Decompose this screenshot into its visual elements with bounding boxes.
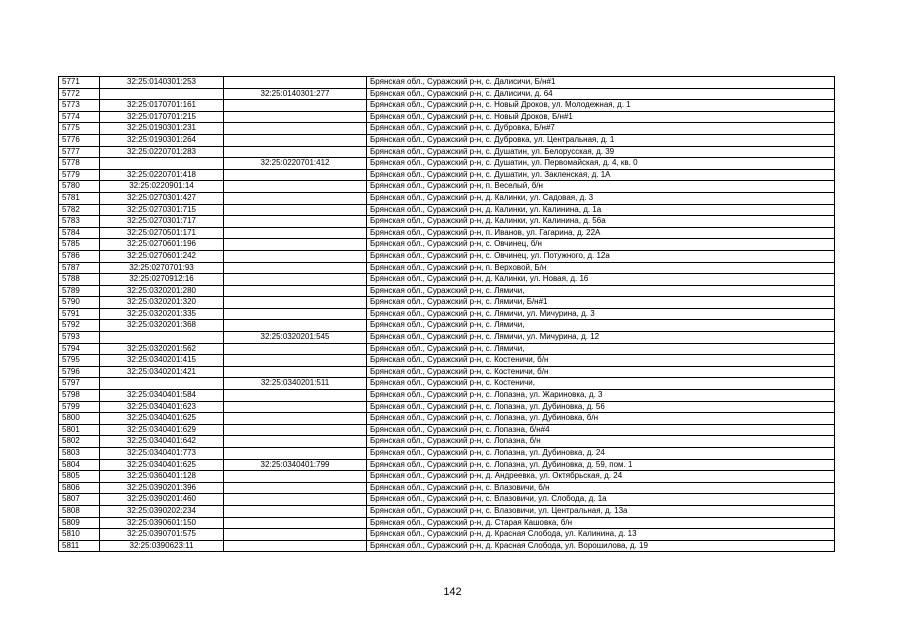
cadastral-number-cell: 32:25:0270301:427	[100, 192, 224, 204]
row-number-cell: 5804	[59, 459, 100, 471]
row-number-cell: 5786	[59, 250, 100, 262]
cadastral-number-secondary-cell: 32:25:0140301:277	[224, 88, 367, 100]
cadastral-number-cell: 32:25:0220701:418	[100, 169, 224, 181]
cadastral-number-cell: 32:25:0320201:562	[100, 343, 224, 355]
table-row	[59, 262, 835, 274]
cadastral-number-secondary-cell	[224, 494, 367, 506]
row-number-cell: 5774	[59, 111, 100, 123]
row-number-cell: 5803	[59, 448, 100, 460]
cadastral-number-cell: 32:25:0340201:421	[100, 366, 224, 378]
cadastral-number-cell: 32:25:0340401:584	[100, 390, 224, 402]
cadastral-number-cell: 32:25:0340401:625	[100, 413, 224, 425]
cadastral-number-secondary-cell	[224, 204, 367, 216]
address-cell: Брянская обл., Суражский р-н, с. Костеничи,	[367, 378, 835, 390]
row-number-cell: 5790	[59, 297, 100, 309]
cadastral-number-secondary-cell	[224, 297, 367, 309]
cadastral-number-secondary-cell	[224, 169, 367, 181]
address-cell: Брянская обл., Суражский р-н, с. Душатин, ул. Белорусская, д. 39	[367, 146, 835, 158]
table-row	[59, 471, 835, 483]
cadastral-number-cell: 32:25:0340401:773	[100, 448, 224, 460]
cadastral-number-secondary-cell: 32:25:0320201:545	[224, 332, 367, 344]
address-cell: Брянская обл., Суражский р-н, д. Калинки, ул. Новая, д. 16	[367, 274, 835, 286]
cadastral-number-secondary-cell	[224, 436, 367, 448]
table-row	[59, 308, 835, 320]
cadastral-number-cell: 32:25:0190301:264	[100, 134, 224, 146]
cadastral-number-secondary-cell	[224, 192, 367, 204]
cadastral-number-secondary-cell	[224, 482, 367, 494]
page-number: 142	[443, 586, 462, 598]
cadastral-number-secondary-cell	[224, 77, 367, 89]
address-cell: Брянская обл., Суражский р-н, с. Лямичи,	[367, 320, 835, 332]
table-row	[59, 401, 835, 413]
table-row	[59, 134, 835, 146]
address-cell: Брянская обл., Суражский р-н, д. Калинки, ул. Калинина, д. 56а	[367, 216, 835, 228]
table-row	[59, 100, 835, 112]
cadastral-number-cell	[100, 332, 224, 344]
address-cell: Брянская обл., Суражский р-н, с. Далисичи, д. 64	[367, 88, 835, 100]
table-row	[59, 482, 835, 494]
row-number-cell: 5783	[59, 216, 100, 228]
address-cell: Брянская обл., Суражский р-н, с. Новый Дроков, Б/н#1	[367, 111, 835, 123]
address-cell: Брянская обл., Суражский р-н, д. Калинки, ул. Садовая, д. 3	[367, 192, 835, 204]
cadastral-number-cell: 32:25:0270701:93	[100, 262, 224, 274]
cadastral-number-secondary-cell	[224, 100, 367, 112]
cadastral-number-cell: 32:25:0140301:253	[100, 77, 224, 89]
address-cell: Брянская обл., Суражский р-н, с. Овчинец, б/н	[367, 239, 835, 251]
table-row	[59, 77, 835, 89]
cadastral-number-secondary-cell	[224, 111, 367, 123]
cadastral-number-secondary-cell	[224, 146, 367, 158]
table-row	[59, 250, 835, 262]
cadastral-number-cell: 32:25:0340401:642	[100, 436, 224, 448]
address-cell: Брянская обл., Суражский р-н, п. Веселый, б/н	[367, 181, 835, 193]
table-row	[59, 227, 835, 239]
row-number-cell: 5776	[59, 134, 100, 146]
address-cell: Брянская обл., Суражский р-н, с. Лопазна, ул. Дубиновка, б/н	[367, 413, 835, 425]
row-number-cell: 5777	[59, 146, 100, 158]
cadastral-number-cell	[100, 158, 224, 170]
table-row	[59, 216, 835, 228]
cadastral-number-cell	[100, 88, 224, 100]
row-number-cell: 5811	[59, 540, 100, 552]
cadastral-number-secondary-cell	[224, 401, 367, 413]
address-cell: Брянская обл., Суражский р-н, п. Иванов, ул. Гагарина, д. 22А	[367, 227, 835, 239]
table-row	[59, 494, 835, 506]
cadastral-number-secondary-cell	[224, 308, 367, 320]
table-row	[59, 436, 835, 448]
table-row	[59, 146, 835, 158]
table-row	[59, 332, 835, 344]
cadastral-number-cell: 32:25:0390601:150	[100, 517, 224, 529]
row-number-cell: 5787	[59, 262, 100, 274]
row-number-cell: 5801	[59, 424, 100, 436]
row-number-cell: 5802	[59, 436, 100, 448]
cadastral-number-cell: 32:25:0320201:368	[100, 320, 224, 332]
row-number-cell: 5807	[59, 494, 100, 506]
table-row	[59, 390, 835, 402]
address-cell: Брянская обл., Суражский р-н, с. Душатин, ул. Закленская, д. 1А	[367, 169, 835, 181]
table-row	[59, 204, 835, 216]
row-number-cell: 5809	[59, 517, 100, 529]
table-row	[59, 540, 835, 552]
cadastral-number-secondary-cell	[224, 505, 367, 517]
row-number-cell: 5808	[59, 505, 100, 517]
cadastral-number-cell: 32:25:0320201:320	[100, 297, 224, 309]
cadastral-number-secondary-cell	[224, 227, 367, 239]
table-row	[59, 366, 835, 378]
cadastral-number-cell: 32:25:0170701:161	[100, 100, 224, 112]
cadastral-number-secondary-cell	[224, 320, 367, 332]
address-cell: Брянская обл., Суражский р-н, д. Красная Слобода, ул. Калинина, д. 13	[367, 529, 835, 541]
table-row	[59, 111, 835, 123]
row-number-cell: 5792	[59, 320, 100, 332]
cadastral-number-secondary-cell	[224, 250, 367, 262]
address-cell: Брянская обл., Суражский р-н, с. Лямичи, ул. Мичурина, д. 3	[367, 308, 835, 320]
row-number-cell: 5789	[59, 285, 100, 297]
row-number-cell: 5800	[59, 413, 100, 425]
row-number-cell: 5798	[59, 390, 100, 402]
cadastral-number-secondary-cell	[224, 390, 367, 402]
table-row	[59, 424, 835, 436]
address-cell: Брянская обл., Суражский р-н, д. Старая Кашовка, б/н	[367, 517, 835, 529]
row-number-cell: 5791	[59, 308, 100, 320]
row-number-cell: 5779	[59, 169, 100, 181]
row-number-cell: 5773	[59, 100, 100, 112]
address-cell: Брянская обл., Суражский р-н, д. Красная Слобода, ул. Ворошилова, д. 19	[367, 540, 835, 552]
table-row	[59, 355, 835, 367]
cadastral-number-secondary-cell	[224, 262, 367, 274]
cadastral-number-cell: 32:25:0340401:623	[100, 401, 224, 413]
cadastral-number-secondary-cell	[224, 540, 367, 552]
cadastral-number-secondary-cell	[224, 471, 367, 483]
row-number-cell: 5788	[59, 274, 100, 286]
table-row	[59, 192, 835, 204]
address-cell: Брянская обл., Суражский р-н, с. Новый Дроков, ул. Молодежная, д. 1	[367, 100, 835, 112]
cadastral-number-cell: 32:25:0270301:717	[100, 216, 224, 228]
cadastral-number-cell: 32:25:0190301:231	[100, 123, 224, 135]
address-cell: Брянская обл., Суражский р-н, с. Лямичи, Б/н#1	[367, 297, 835, 309]
address-cell: Брянская обл., Суражский р-н, с. Лопазна, ул. Дубиновка, д. 59, пом. 1	[367, 459, 835, 471]
table-row	[59, 239, 835, 251]
table-row	[59, 181, 835, 193]
cadastral-number-cell: 32:25:0340401:625	[100, 459, 224, 471]
address-cell: Брянская обл., Суражский р-н, с. Лопазна, ул. Дубиновка, д. 24	[367, 448, 835, 460]
registry-table-body	[59, 77, 835, 552]
table-row	[59, 320, 835, 332]
row-number-cell: 5806	[59, 482, 100, 494]
address-cell: Брянская обл., Суражский р-н, п. Верховой, Б/н	[367, 262, 835, 274]
table-row	[59, 297, 835, 309]
row-number-cell: 5781	[59, 192, 100, 204]
row-number-cell: 5796	[59, 366, 100, 378]
address-cell: Брянская обл., Суражский р-н, с. Дубровка, Б/н#7	[367, 123, 835, 135]
cadastral-number-cell: 32:25:0390201:396	[100, 482, 224, 494]
table-row	[59, 505, 835, 517]
table-row	[59, 285, 835, 297]
table-row	[59, 459, 835, 471]
cadastral-number-secondary-cell: 32:25:0340401:799	[224, 459, 367, 471]
table-row	[59, 274, 835, 286]
row-number-cell: 5782	[59, 204, 100, 216]
row-number-cell: 5780	[59, 181, 100, 193]
cadastral-number-cell: 32:25:0390202:234	[100, 505, 224, 517]
table-row	[59, 517, 835, 529]
address-cell: Брянская обл., Суражский р-н, с. Лопазна, б/н#4	[367, 424, 835, 436]
cadastral-number-secondary-cell	[224, 285, 367, 297]
table-row	[59, 378, 835, 390]
cadastral-number-cell: 32:25:0270301:715	[100, 204, 224, 216]
row-number-cell: 5778	[59, 158, 100, 170]
cadastral-number-secondary-cell	[224, 134, 367, 146]
cadastral-number-secondary-cell	[224, 355, 367, 367]
row-number-cell: 5794	[59, 343, 100, 355]
cadastral-number-secondary-cell	[224, 424, 367, 436]
table-row	[59, 123, 835, 135]
address-cell: Брянская обл., Суражский р-н, с. Далисичи, Б/н#1	[367, 77, 835, 89]
address-cell: Брянская обл., Суражский р-н, д. Калинки, ул. Калинина, д. 1а	[367, 204, 835, 216]
address-cell: Брянская обл., Суражский р-н, с. Лямичи, ул. Мичурина, д. 12	[367, 332, 835, 344]
cadastral-number-cell: 32:25:0270601:242	[100, 250, 224, 262]
table-row	[59, 529, 835, 541]
row-number-cell: 5805	[59, 471, 100, 483]
cadastral-number-secondary-cell	[224, 181, 367, 193]
cadastral-number-cell: 32:25:0340401:629	[100, 424, 224, 436]
cadastral-number-cell: 32:25:0320201:335	[100, 308, 224, 320]
address-cell: Брянская обл., Суражский р-н, с. Лопазна, ул. Дубиновка, д. 56	[367, 401, 835, 413]
address-cell: Брянская обл., Суражский р-н, с. Влазовичи, ул. Центральная, д. 13а	[367, 505, 835, 517]
cadastral-number-secondary-cell	[224, 216, 367, 228]
cadastral-number-secondary-cell: 32:25:0340201:511	[224, 378, 367, 390]
row-number-cell: 5797	[59, 378, 100, 390]
table-row	[59, 448, 835, 460]
cadastral-number-secondary-cell	[224, 517, 367, 529]
table-row	[59, 158, 835, 170]
cadastral-number-cell: 32:25:0270601:196	[100, 239, 224, 251]
row-number-cell: 5785	[59, 239, 100, 251]
row-number-cell: 5771	[59, 77, 100, 89]
registry-table	[58, 76, 835, 552]
cadastral-number-cell: 32:25:0390623:11	[100, 540, 224, 552]
row-number-cell: 5793	[59, 332, 100, 344]
cadastral-number-cell: 32:25:0340201:415	[100, 355, 224, 367]
row-number-cell: 5810	[59, 529, 100, 541]
cadastral-number-cell: 32:25:0360401:128	[100, 471, 224, 483]
row-number-cell: 5784	[59, 227, 100, 239]
row-number-cell: 5772	[59, 88, 100, 100]
address-cell: Брянская обл., Суражский р-н, с. Влазовичи, б/н	[367, 482, 835, 494]
cadastral-number-secondary-cell	[224, 343, 367, 355]
address-cell: Брянская обл., Суражский р-н, с. Душатин, ул. Первомайская, д. 4, кв. 0	[367, 158, 835, 170]
cadastral-number-secondary-cell	[224, 123, 367, 135]
address-cell: Брянская обл., Суражский р-н, с. Лопазна, б/н	[367, 436, 835, 448]
table-row	[59, 343, 835, 355]
cadastral-number-cell: 32:25:0220901:14	[100, 181, 224, 193]
address-cell: Брянская обл., Суражский р-н, с. Лопазна, ул. Жариновка, д. 3	[367, 390, 835, 402]
cadastral-number-cell: 32:25:0390701:575	[100, 529, 224, 541]
table-row	[59, 413, 835, 425]
cadastral-number-cell: 32:25:0270501:171	[100, 227, 224, 239]
cadastral-number-cell	[100, 378, 224, 390]
address-cell: Брянская обл., Суражский р-н, с. Влазовичи, ул. Слобода, д. 1а	[367, 494, 835, 506]
cadastral-number-secondary-cell	[224, 366, 367, 378]
table-row	[59, 88, 835, 100]
cadastral-number-secondary-cell	[224, 529, 367, 541]
cadastral-number-secondary-cell	[224, 239, 367, 251]
cadastral-number-secondary-cell: 32:25:0220701:412	[224, 158, 367, 170]
address-cell: Брянская обл., Суражский р-н, с. Лямичи,	[367, 285, 835, 297]
address-cell: Брянская обл., Суражский р-н, с. Лямичи,	[367, 343, 835, 355]
address-cell: Брянская обл., Суражский р-н, с. Дубровка, ул. Центральная, д. 1	[367, 134, 835, 146]
cadastral-number-cell: 32:25:0320201:280	[100, 285, 224, 297]
cadastral-number-cell: 32:25:0390201:460	[100, 494, 224, 506]
row-number-cell: 5795	[59, 355, 100, 367]
cadastral-number-cell: 32:25:0170701:215	[100, 111, 224, 123]
address-cell: Брянская обл., Суражский р-н, с. Костеничи, б/н	[367, 355, 835, 367]
row-number-cell: 5775	[59, 123, 100, 135]
table-row	[59, 169, 835, 181]
cadastral-number-cell: 32:25:0220701:283	[100, 146, 224, 158]
cadastral-number-secondary-cell	[224, 413, 367, 425]
cadastral-number-secondary-cell	[224, 274, 367, 286]
row-number-cell: 5799	[59, 401, 100, 413]
address-cell: Брянская обл., Суражский р-н, с. Овчинец, ул. Потужного, д. 12а	[367, 250, 835, 262]
address-cell: Брянская обл., Суражский р-н, с. Костеничи, б/н	[367, 366, 835, 378]
address-cell: Брянская обл., Суражский р-н, д. Андреевка, ул. Октябрьская, д. 24	[367, 471, 835, 483]
cadastral-number-secondary-cell	[224, 448, 367, 460]
cadastral-number-cell: 32:25:0270912:16	[100, 274, 224, 286]
